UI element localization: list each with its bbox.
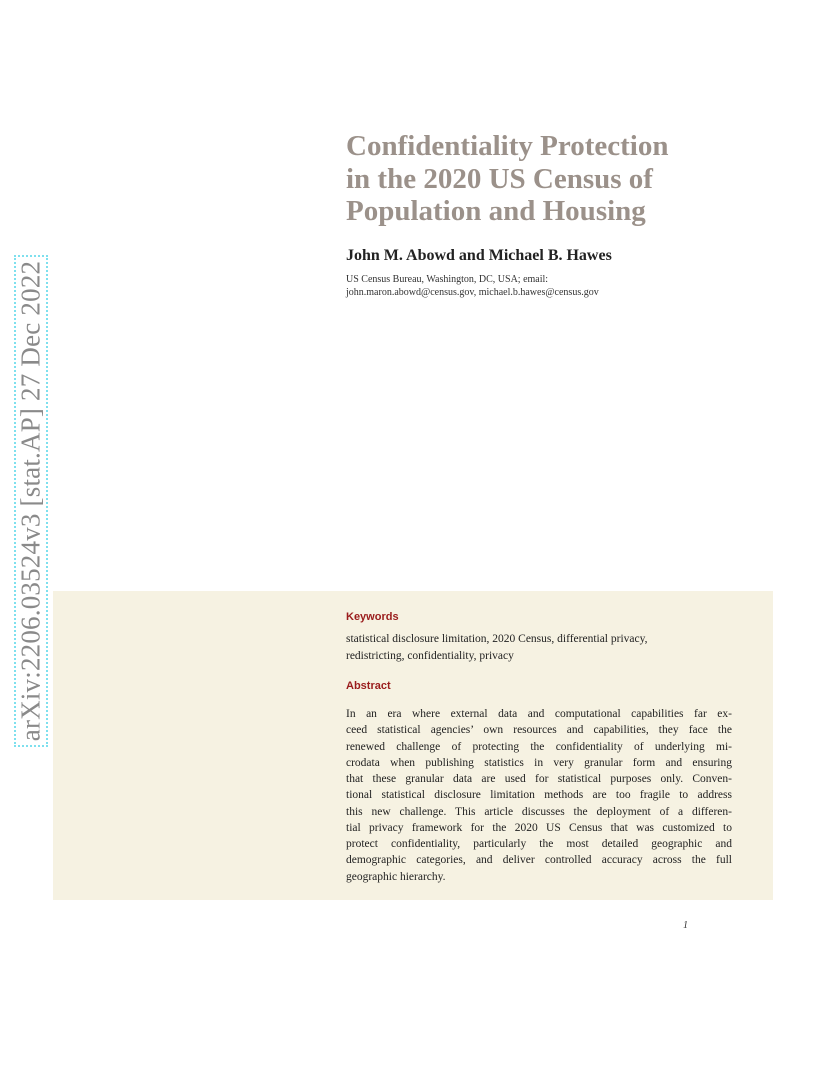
keywords-line: redistricting, confidentiality, privacy xyxy=(346,650,514,662)
abstract-line: protect confidentiality, particularly the most detailed geographic and xyxy=(346,838,732,850)
abstract-line: this new challenge. This article discusses the deployment of a differen- xyxy=(346,805,732,818)
keywords-text xyxy=(346,631,736,665)
abstract-line: crodata when publishing statistics in very granular form and ensuring xyxy=(346,756,732,769)
authors: John M. Abowd and Michael B. Hawes xyxy=(346,247,612,264)
keywords-line: statistical disclosure limitation, 2020 Census, differential privacy, xyxy=(346,633,648,645)
abstract-heading: Abstract xyxy=(346,680,391,692)
abstract-line: that these granular data are used for statistical purposes only. Conven- xyxy=(346,773,732,785)
abstract-line: tional statistical disclosure limitation methods are too fragile to address xyxy=(346,789,732,802)
abstract-line: demographic categories, and deliver controlled accuracy across the full xyxy=(346,854,732,867)
abstract-line: geographic hierarchy. xyxy=(346,870,446,883)
keywords-heading: Keywords xyxy=(346,611,399,623)
page-number: 1 xyxy=(683,920,688,931)
abstract-line: renewed challenge of protecting the confidentiality of underlying mi- xyxy=(346,740,732,753)
abstract-line: In an era where external data and computational capabilities far ex- xyxy=(346,708,732,720)
paper-title xyxy=(346,130,766,228)
arxiv-identifier: arXiv:2206.03524v3 [stat.AP] 27 Dec 2022 xyxy=(15,260,46,742)
affiliation-line: US Census Bureau, Washington, DC, USA; email: xyxy=(346,274,549,285)
affiliation xyxy=(346,273,599,299)
abstract-line: ceed statistical agencies’ own resources and capabilities, they face the xyxy=(346,724,732,737)
abstract-text xyxy=(346,706,732,885)
arxiv-stamp xyxy=(14,255,48,747)
title-line: Confidentiality Protection xyxy=(346,130,669,162)
title-line: Population and Housing xyxy=(346,195,646,227)
affiliation-emails: john.maron.abowd@census.gov, michael.b.hawes@census.gov xyxy=(346,287,599,298)
title-line: in the 2020 US Census of xyxy=(346,162,653,195)
abstract-line: tial privacy framework for the 2020 US Census that was customized to xyxy=(346,821,732,834)
